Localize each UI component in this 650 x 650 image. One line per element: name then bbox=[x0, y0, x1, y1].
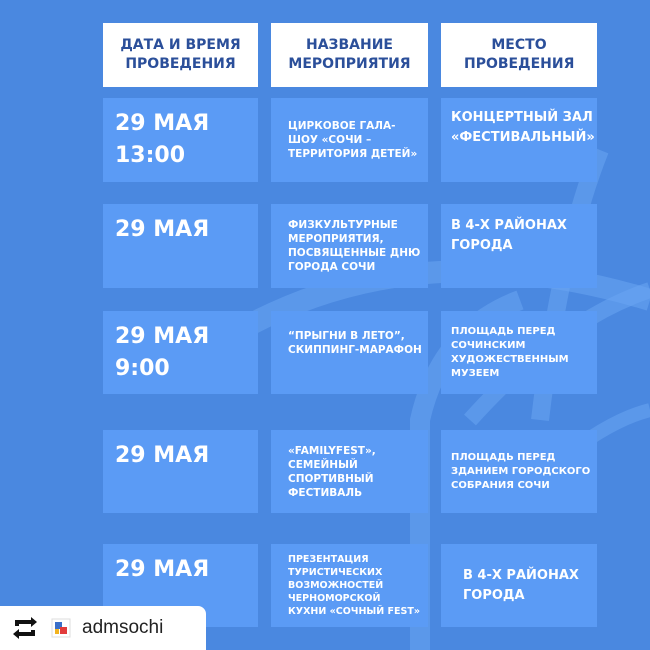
row-3-place: ПЛОЩАДЬ ПЕРЕД СОЧИНСКИМ ХУДОЖЕСТВЕННЫМ МУЗЕЕМ bbox=[441, 311, 597, 394]
row-5-place: В 4-Х РАЙОНАХ ГОРОДА bbox=[441, 544, 597, 627]
row-4-event: «FAMILYFEST», СЕМЕЙНЫЙ СПОРТИВНЫЙ ФЕСТИВАЛЬ bbox=[271, 430, 428, 513]
row-2-place: В 4-Х РАЙОНАХ ГОРОДА bbox=[441, 204, 597, 288]
row-5-event: ПРЕЗЕНТАЦИЯ ТУРИСТИЧЕСКИХ ВОЗМОЖНОСТЕЙ ЧЕРНОМОРСКОЙ КУХНИ «СОЧНЫЙ FEST» bbox=[271, 544, 428, 627]
row-3-event: “ПРЫГНИ В ЛЕТО”, СКИППИНГ-МАРАФОН bbox=[271, 311, 428, 394]
header-event: НАЗВАНИЕ МЕРОПРИЯТИЯ bbox=[271, 23, 428, 87]
header-place: МЕСТО ПРОВЕДЕНИЯ bbox=[441, 23, 597, 87]
repost-badge[interactable] bbox=[0, 606, 206, 650]
row-5-date: 29 МАЯ bbox=[103, 544, 258, 627]
avatar[interactable] bbox=[50, 617, 72, 639]
username[interactable]: admsochi bbox=[82, 617, 164, 638]
row-4-place: ПЛОЩАДЬ ПЕРЕД ЗДАНИЕМ ГОРОДСКОГО СОБРАНИЯ СОЧИ bbox=[441, 430, 597, 513]
row-1-place: КОНЦЕРТНЫЙ ЗАЛ «ФЕСТИВАЛЬНЫЙ» bbox=[441, 98, 597, 182]
header-date: ДАТА И ВРЕМЯ ПРОВЕДЕНИЯ bbox=[103, 23, 258, 87]
row-4-date: 29 МАЯ bbox=[103, 430, 258, 513]
row-2-date: 29 МАЯ bbox=[103, 204, 258, 288]
repost-icon bbox=[10, 615, 40, 641]
row-2-event: ФИЗКУЛЬТУРНЫЕ МЕРОПРИЯТИЯ, ПОСВЯЩЕННЫЕ ДНЮ ГОРОДА СОЧИ bbox=[271, 204, 428, 288]
row-1-event: ЦИРКОВОЕ ГАЛА-ШОУ «СОЧИ – ТЕРРИТОРИЯ ДЕТЕЙ» bbox=[271, 98, 428, 182]
avatar-logo-icon bbox=[50, 617, 72, 639]
row-1-date: 29 МАЯ 13:00 bbox=[103, 98, 258, 182]
row-3-date: 29 МАЯ 9:00 bbox=[103, 311, 258, 394]
